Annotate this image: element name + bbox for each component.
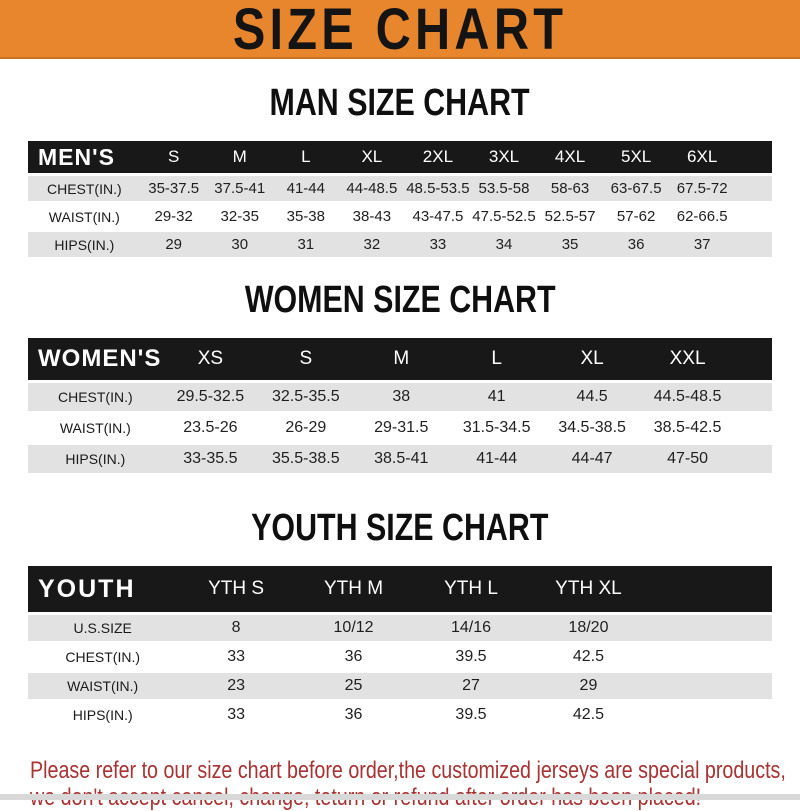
- size-value: 53.5-58: [478, 180, 530, 197]
- size-value: 47-50: [667, 450, 709, 467]
- table-row: [28, 204, 772, 229]
- column-header: L: [491, 348, 502, 369]
- row-label: WAIST(IN.): [48, 208, 120, 225]
- size-value: 63-67.5: [610, 180, 662, 197]
- row-label: HIPS(IN.): [72, 707, 133, 723]
- column-header: M: [393, 348, 410, 369]
- row-spacer: [735, 414, 772, 442]
- column-header: XL: [580, 348, 604, 369]
- column-header: S: [299, 348, 313, 369]
- size-value: 29: [165, 236, 183, 253]
- size-value: 33: [227, 648, 245, 665]
- row-spacer: [735, 176, 772, 201]
- row-spacer: [735, 204, 772, 229]
- row-spacer: [647, 673, 772, 699]
- size-value: 26-29: [285, 419, 327, 436]
- size-value: 29: [579, 677, 598, 694]
- row-label: WAIST(IN.): [59, 420, 131, 436]
- row-spacer: [735, 445, 772, 473]
- size-value: 34: [495, 236, 513, 253]
- size-value: 36: [627, 236, 645, 253]
- men-section-heading-text: MAN SIZE CHART: [269, 82, 531, 124]
- size-value: 38.5-42.5: [653, 419, 722, 436]
- bottom-edge-strip: [0, 794, 800, 800]
- size-value: 29-32: [154, 208, 193, 225]
- size-value: 41: [487, 388, 506, 405]
- size-value: 43-47.5: [412, 208, 464, 225]
- size-value: 36: [344, 648, 363, 665]
- row-spacer: [647, 702, 772, 728]
- size-value: 8: [231, 619, 241, 636]
- row-label: HIPS(IN.): [65, 451, 126, 467]
- size-value: 27: [462, 677, 480, 694]
- table-row: [28, 673, 772, 699]
- size-value: 47.5-52.5: [472, 208, 536, 225]
- women-section-heading: [0, 280, 800, 325]
- size-value: 23.5-26: [183, 419, 238, 436]
- size-value: 31.5-34.5: [462, 419, 531, 436]
- column-header: YTH XL: [555, 578, 622, 599]
- table-row: [28, 445, 772, 473]
- size-value: 29.5-32.5: [176, 388, 245, 405]
- header-spacer: [735, 141, 772, 173]
- size-value: 42.5: [572, 706, 605, 723]
- size-value: 38.5-41: [374, 450, 429, 467]
- size-value: 44.5-48.5: [653, 388, 722, 405]
- page-title: SIZE CHART: [232, 0, 568, 62]
- column-header: YTH S: [208, 578, 265, 599]
- size-value: 32.5-35.5: [272, 388, 340, 405]
- column-header: M: [232, 147, 247, 166]
- column-header: YTH M: [323, 578, 384, 599]
- women-section-heading-text: WOMEN SIZE CHART: [244, 279, 556, 321]
- men-size-table: [28, 138, 772, 260]
- size-value: 10/12: [333, 619, 374, 636]
- table-row: [28, 702, 772, 728]
- size-value: 31: [297, 236, 315, 253]
- size-value: 32: [363, 236, 381, 253]
- size-value: 39.5: [455, 706, 487, 723]
- size-value: 37: [693, 236, 711, 253]
- table-header-row: [28, 566, 772, 612]
- size-value: 67.5-72: [676, 180, 728, 197]
- size-value: 58-63: [550, 180, 590, 197]
- size-value: 44-47: [571, 450, 613, 467]
- disclaimer-line-1: Please refer to our size chart before order,the customized jerseys are special products,: [30, 757, 786, 784]
- row-label: U.S.SIZE: [73, 620, 132, 636]
- size-value: 35: [561, 236, 579, 253]
- size-value: 29-31.5: [374, 419, 429, 436]
- row-spacer: [647, 615, 772, 641]
- size-value: 37.5-41: [214, 180, 266, 197]
- column-header: 2XL: [422, 147, 454, 166]
- size-value: 35-38: [286, 208, 325, 225]
- women-size-table: [28, 335, 772, 476]
- row-spacer: [735, 232, 772, 257]
- size-value: 35.5-38.5: [272, 450, 340, 467]
- row-label: CHEST(IN.): [46, 180, 122, 197]
- size-value: 33: [227, 706, 245, 723]
- table-corner-label: WOMEN'S: [38, 345, 162, 372]
- size-value: 36: [344, 706, 363, 723]
- size-value: 44-48.5: [346, 180, 398, 197]
- row-label: CHEST(IN.): [65, 649, 141, 665]
- table-corner-label: YOUTH: [38, 574, 136, 603]
- youth-section-heading: [0, 508, 800, 553]
- column-header: 3XL: [488, 147, 520, 166]
- header-spacer: [647, 566, 772, 612]
- size-value: 48.5-53.5: [406, 180, 470, 197]
- row-spacer: [647, 644, 772, 670]
- size-value: 33-35.5: [183, 450, 238, 467]
- column-header: 4XL: [554, 147, 586, 166]
- size-value: 25: [344, 677, 363, 694]
- size-value: 39.5: [455, 648, 487, 665]
- table-row: [28, 383, 772, 411]
- row-label: WAIST(IN.): [67, 678, 139, 694]
- size-value: 33: [429, 236, 447, 253]
- size-value: 41-44: [286, 180, 325, 197]
- table-header-row: [28, 338, 772, 380]
- column-header: S: [168, 147, 180, 166]
- size-value: 14/16: [450, 619, 492, 636]
- column-header: XXL: [669, 348, 706, 369]
- table-row: [28, 615, 772, 641]
- column-header: XS: [197, 348, 224, 369]
- table-row: [28, 644, 772, 670]
- size-chart-banner: [0, 0, 800, 62]
- column-header: 5XL: [620, 147, 652, 166]
- size-value: 42.5: [572, 648, 605, 665]
- row-label: HIPS(IN.): [54, 236, 115, 253]
- table-row: [28, 232, 772, 257]
- size-value: 23: [227, 677, 245, 694]
- size-value: 30: [231, 236, 249, 253]
- table-corner-label: MEN'S: [38, 143, 115, 170]
- size-value: 44.5: [576, 388, 608, 405]
- size-value: 57-62: [616, 208, 656, 225]
- row-spacer: [735, 383, 772, 411]
- size-value: 34.5-38.5: [558, 419, 626, 436]
- size-value: 38: [392, 388, 411, 405]
- table-row: [28, 414, 772, 442]
- size-value: 52.5-57: [544, 208, 596, 225]
- men-section-heading: [0, 83, 800, 128]
- row-label: CHEST(IN.): [57, 389, 133, 405]
- size-value: 32-35: [220, 208, 259, 225]
- size-value: 18/20: [568, 619, 609, 636]
- size-value: 62-66.5: [676, 208, 728, 225]
- size-value: 38-43: [352, 208, 392, 225]
- table-row: [28, 176, 772, 201]
- header-spacer: [735, 338, 772, 380]
- column-header: XL: [361, 147, 383, 166]
- size-value: 35-37.5: [148, 180, 200, 197]
- table-header-row: [28, 141, 772, 173]
- size-value: 41-44: [476, 450, 518, 467]
- youth-size-table: [28, 563, 772, 731]
- column-header: L: [301, 147, 311, 166]
- column-header: YTH L: [444, 578, 498, 599]
- column-header: 6XL: [687, 147, 718, 166]
- disclaimer-note: [30, 757, 800, 811]
- youth-section-heading-text: YOUTH SIZE CHART: [251, 507, 549, 549]
